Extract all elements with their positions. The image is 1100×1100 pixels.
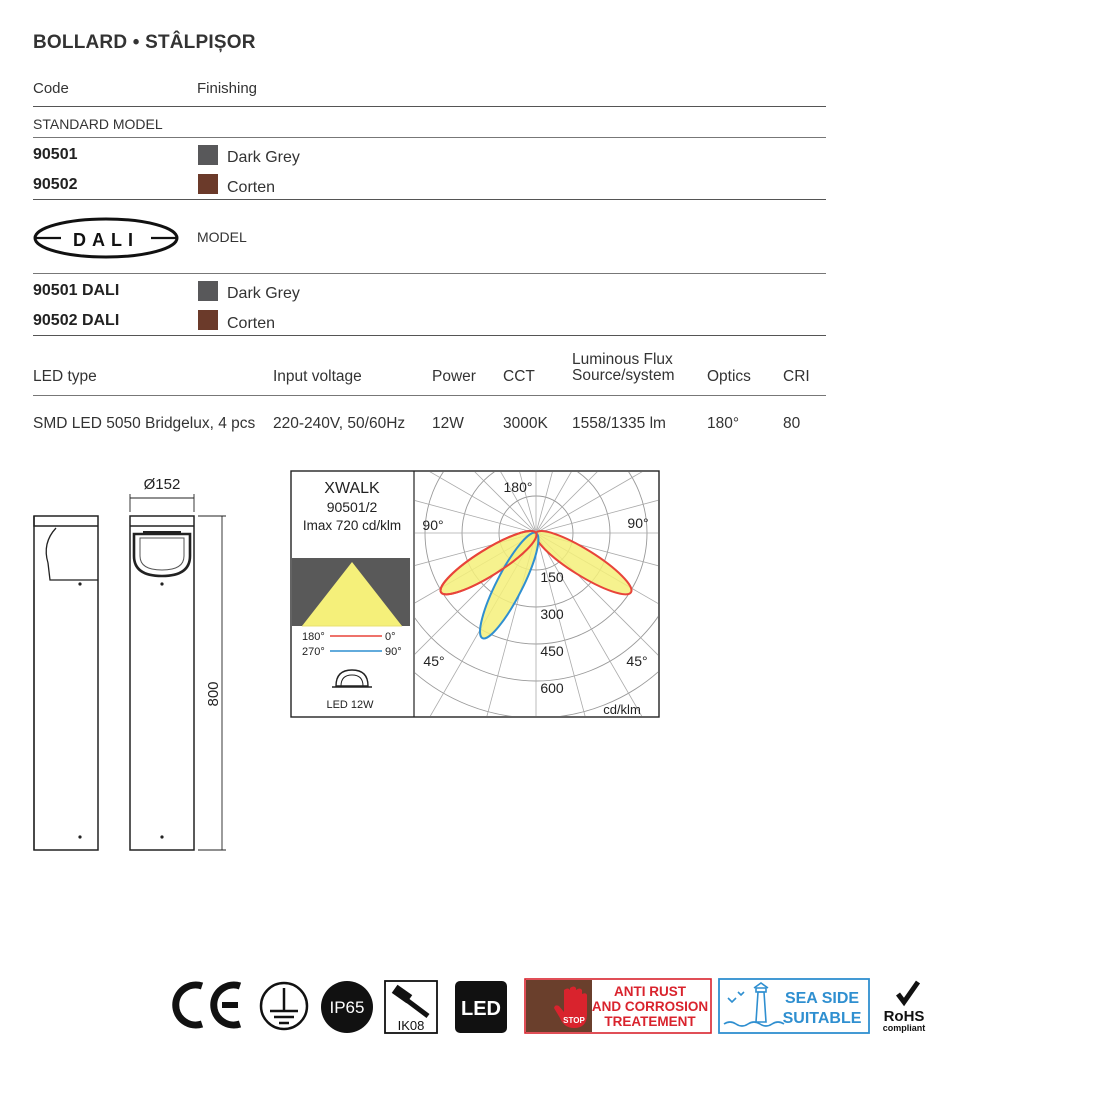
table-row-finish: Dark Grey [227,285,300,302]
spec-optics: 180° [707,415,740,432]
table-row-finish: Corten [227,315,276,332]
stop-text: STOP [563,1016,585,1025]
bollard-front-view [130,516,194,850]
dali-logo-text: DALI [73,230,139,250]
badges-row [170,974,940,1038]
divider [33,273,826,274]
angle-right-90-label: 90° [627,515,649,531]
ring-label-450: 450 [540,643,564,659]
spec-header-power: Power [432,368,476,385]
anti-rust-line3: TREATEMENT [604,1014,696,1029]
legend-red-left: 180° [302,631,325,643]
angle-left-45-label: 45° [423,653,445,669]
table-row-finish: Corten [227,179,276,196]
spec-header-input-voltage: Input voltage [273,368,362,385]
legend-blue-left: 270° [302,646,325,658]
angle-right-45-label: 45° [626,653,648,669]
dali-model-label: MODEL [197,229,247,245]
spec-power: 12W [432,415,464,432]
photometry-name: XWALK [324,480,380,497]
bollard-side-view [34,516,98,850]
height-label: 800 [205,681,222,707]
table-row-finish: Dark Grey [227,149,300,166]
ring-label-150: 150 [540,569,564,585]
spec-header-led-type: LED type [33,368,97,385]
spec-cri: 80 [783,415,801,432]
rohs-badge [876,976,940,1036]
led-label: LED 12W [326,699,374,711]
anti-rust-badge [524,978,712,1034]
led-badge-text: LED [461,998,501,1020]
divider [33,335,826,336]
dark-grey-swatch [198,145,218,165]
corten-swatch [198,174,218,194]
spec-header-cct: CCT [503,368,535,385]
ip65-text: IP65 [329,998,365,1017]
page-title: BOLLARD • STÂLPIȘOR [33,32,256,53]
unit-label: cd/klm [603,702,641,717]
legend-red-right: 0° [385,631,396,643]
spec-header-flux-line2: Source/system [572,367,675,384]
anti-rust-line1: ANTI RUST [614,984,686,999]
sea-side-badge [718,978,870,1034]
ip65-badge [320,980,374,1034]
sea-side-line1: SEA SIDE [784,990,860,1007]
divider [33,395,826,396]
photometry-model: 90501/2 [326,499,378,515]
rohs-subtext: compliant [882,1023,926,1033]
photometry-imax: Imax 720 cd/klm [302,518,402,533]
corten-swatch [198,310,218,330]
dali-logo [33,216,179,260]
anti-rust-line2: AND CORROSION [591,999,709,1014]
spec-input-voltage: 220-240V, 50/60Hz [273,415,406,432]
ring-label-600: 600 [540,680,564,696]
spec-header-optics: Optics [707,368,751,385]
standard-model-label: STANDARD MODEL [33,116,163,132]
spec-cct: 3000K [503,415,548,432]
spec-flux: 1558/1335 lm [572,415,666,432]
diameter-label: Ø152 [143,476,181,493]
rohs-text: RoHS [883,1008,925,1025]
table-row-code: 90502 [33,176,78,193]
led-badge [454,980,508,1034]
ik08-text: IK08 [397,1018,425,1033]
sea-side-line2: SUITABLE [782,1010,862,1027]
spec-header-cri: CRI [783,368,810,385]
spec-header-flux [572,352,675,384]
legend-blue-right: 90° [385,646,402,658]
divider [33,199,826,200]
ring-label-300: 300 [540,606,564,622]
table-row-code: 90502 DALI [33,312,120,329]
photometric-diagram [290,470,662,720]
col-finishing-header: Finishing [197,80,258,97]
table-row-code: 90501 [33,146,78,163]
ce-mark-icon [170,980,248,1030]
table-row-code: 90501 DALI [33,282,120,299]
ik08-badge [384,980,438,1034]
divider [33,106,826,107]
spec-led-type: SMD LED 5050 Bridgelux, 4 pcs [33,415,256,432]
angle-top-label: 180° [503,479,533,495]
ground-icon [258,980,310,1032]
bollard-drawing [28,468,258,858]
angle-left-90-label: 90° [422,517,444,533]
spec-header-flux-line1: Luminous Flux [572,351,673,368]
divider [33,137,826,138]
dark-grey-swatch [198,281,218,301]
col-code-header: Code [33,80,69,97]
